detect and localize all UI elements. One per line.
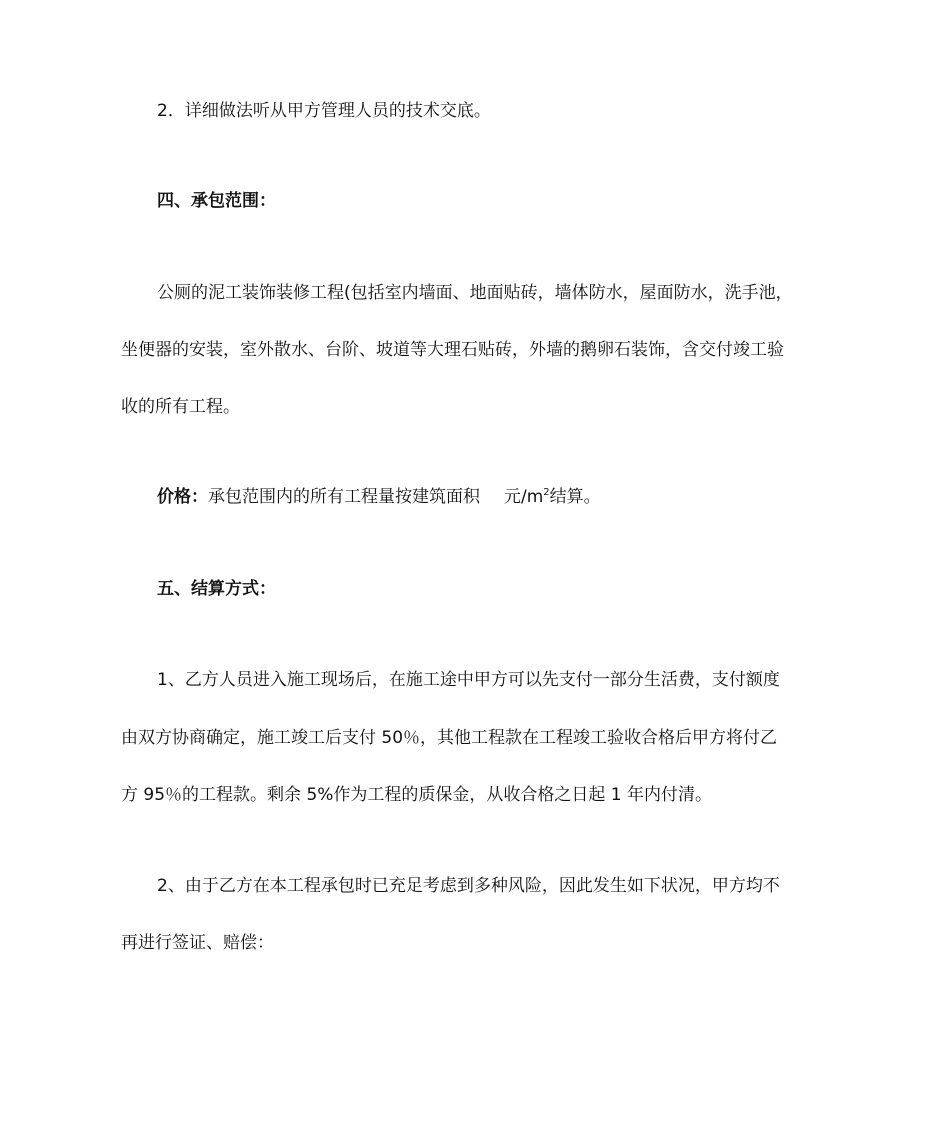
payment-1-line-1: 1、乙方人员进入施工现场后，在施工途中甲方可以先支付一部分生活费，支付额度 [157, 670, 780, 690]
scope-line-3: 收的所有工程。 [121, 397, 240, 417]
price-text: 承包范围内的所有工程量按建筑面积 [208, 487, 480, 507]
section-4-heading: 四、承包范围： [157, 191, 276, 211]
payment-1-line-3: 方 95％的工程款。剩余 5%作为工程的质保金，从收合格之日起 1 年内付清。 [121, 785, 713, 805]
payment-2-line-2: 再进行签证、赔偿： [121, 933, 274, 953]
price-label: 价格： [157, 487, 208, 507]
price-suffix: 结算。 [549, 487, 601, 507]
price-paragraph [157, 485, 601, 509]
price-unit-superscript: 2 [543, 487, 550, 498]
scope-line-2: 坐便器的安装，室外散水、台阶、坡道等大理石贴砖，外墙的鹅卵石装饰，含交付竣工验 [121, 340, 784, 360]
scope-line-1: 公厕的泥工装饰装修工程(包括室内墙面、地面贴砖，墙体防水，屋面防水，洗手池， [157, 283, 793, 303]
item-2-detail: 2．详细做法听从甲方管理人员的技术交底。 [157, 101, 491, 121]
section-5-heading: 五、结算方式： [157, 579, 276, 599]
price-unit-prefix: 元/m [504, 487, 544, 507]
payment-1-line-2: 由双方协商确定，施工竣工后支付 50％，其他工程款在工程竣工验收合格后甲方将付乙 [121, 728, 778, 748]
payment-2-line-1: 2、由于乙方在本工程承包时已充足考虑到多种风险，因此发生如下状况，甲方均不 [157, 876, 780, 896]
